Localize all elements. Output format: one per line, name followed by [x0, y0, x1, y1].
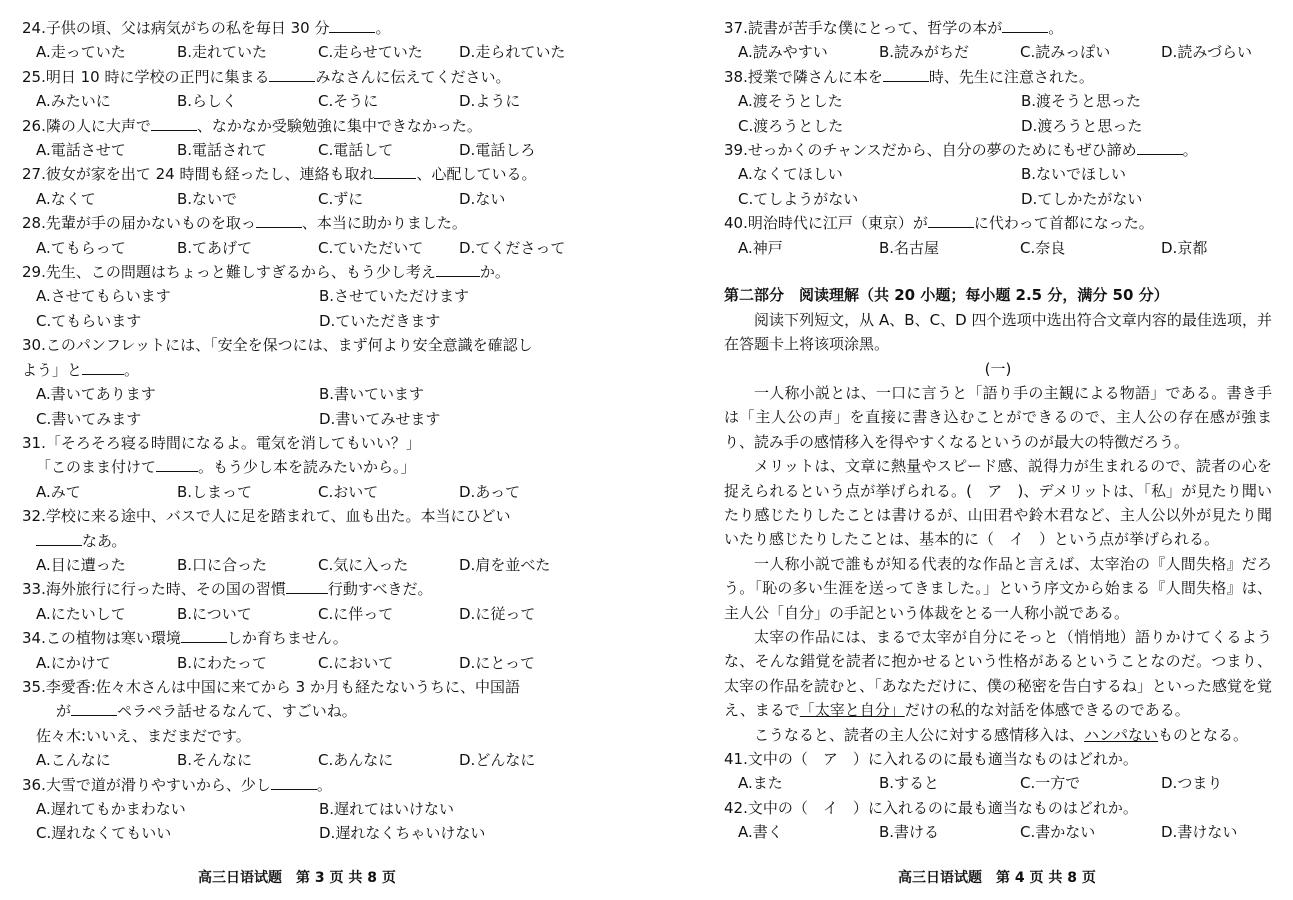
- question-32-line2: なあ。: [22, 529, 582, 553]
- option-c: C.遅れなくてもいい: [36, 824, 172, 843]
- option-d: D.電話しろ: [459, 141, 536, 160]
- option-c: C.電話して: [318, 141, 394, 160]
- answer-blank: [928, 213, 974, 228]
- options-28: [22, 236, 582, 260]
- option-d: D.走られていた: [459, 43, 566, 62]
- option-a: A.みて: [36, 482, 81, 501]
- options-29-row2: [22, 309, 582, 333]
- answer-blank: [329, 18, 375, 33]
- question-35: 35.李愛香:佐々木さんは中国に来てから 3 か月も経たないうちに、中国語: [22, 677, 520, 696]
- answer-blank: [36, 531, 82, 546]
- question-24: 24.子供の頃、父は病気がちの私を毎日 30 分 。: [22, 19, 391, 37]
- answer-blank: [286, 579, 328, 594]
- options-27: [22, 187, 582, 211]
- option-d: D.あって: [459, 482, 521, 501]
- option-c: C.そうに: [318, 92, 379, 111]
- options-42: [724, 820, 1272, 844]
- option-b: B.渡そうと思った: [1021, 92, 1142, 111]
- option-a: A.目に遭った: [36, 555, 126, 574]
- passage-number: (一): [984, 359, 1012, 378]
- option-c: C.において: [318, 653, 394, 672]
- options-40: [724, 236, 1272, 260]
- option-b: B.ないで: [177, 189, 238, 208]
- option-a: A.てもらって: [36, 238, 126, 257]
- option-c: C.一方で: [1020, 774, 1081, 793]
- option-b: B.遅れてはいけない: [319, 800, 455, 818]
- options-26: [22, 138, 582, 162]
- option-a: A.読みやすい: [738, 43, 828, 62]
- options-41: [724, 771, 1272, 795]
- option-a: A.書く: [738, 823, 783, 842]
- question-31-line2: 「このまま付けて 。もう少し本を読みたいから。」: [36, 458, 416, 477]
- options-30: [22, 382, 582, 406]
- option-a: A.なくて: [36, 189, 96, 208]
- question-32: 32.学校に来る途中、バスで人に足を踏まれて、血も出た。本当にひどい: [22, 507, 511, 526]
- answer-blank: [1137, 140, 1183, 155]
- option-b: B.について: [177, 604, 252, 623]
- option-b: B.てあげて: [177, 238, 253, 257]
- option-d: D.遅れなくちゃいけない: [319, 824, 486, 843]
- underlined-phrase: ハンパない: [1084, 725, 1158, 744]
- option-d: D.にとって: [459, 653, 536, 672]
- option-a: A.みたいに: [36, 92, 111, 111]
- question-41: 41.文中の（ ア ）に入れるのに最も適当なものはどれか。: [724, 749, 1138, 768]
- options-24: [22, 40, 582, 64]
- question-27: 27.彼女が家を出て 24 時間も経ったし、連絡も取れ 、心配している。: [22, 165, 537, 184]
- question-25: 25.明日 10 時に学校の正門に集まる みなさんに伝えてください。: [22, 67, 511, 86]
- option-a: A.電話させて: [36, 141, 126, 160]
- question-42: 42.文中の（ イ ）に入れるのに最も適当なものはどれか。: [724, 798, 1138, 817]
- passage-paragraph-1: 一人称小説とは、一口に言うと「語り手の主観による物語」である。書き手は「主人公の声」を直接に書き込むことができるので、主人公の存在感が強まり、読み手の感情移入を得やすくなるというのが最大の特徴だろう。: [724, 383, 1272, 451]
- right-page: [724, 16, 1272, 845]
- option-d: D.ていただきます: [319, 311, 441, 330]
- option-c: C.あんなに: [318, 751, 394, 770]
- option-b: B.電話されて: [177, 141, 268, 160]
- option-d: D.肩を並べた: [459, 555, 551, 574]
- option-a: A.させてもらいます: [36, 287, 171, 306]
- option-d: D.書いてみせます: [319, 409, 441, 428]
- options-30-row2: [22, 407, 582, 431]
- page-footer-right: 高三日语试题 第 4 页 共 8 页: [898, 870, 1096, 886]
- answer-blank: [883, 67, 929, 82]
- options-34: [22, 651, 582, 675]
- question-33: 33.海外旅行に行った時、その国の習慣 行動すべきだ。: [22, 580, 433, 599]
- option-d: D.つまり: [1161, 774, 1223, 793]
- option-a: A.また: [738, 774, 783, 793]
- option-d: D.渡ろうと思った: [1021, 116, 1143, 135]
- answer-blank: [156, 457, 198, 472]
- option-c: C.読みっぽい: [1020, 43, 1111, 62]
- answer-blank: [82, 360, 124, 375]
- option-a: A.渡そうとした: [738, 92, 843, 111]
- option-c: C.気に入った: [318, 555, 409, 574]
- answer-blank: [269, 67, 315, 82]
- question-35-line3: 佐々木:いいえ、まだまだです。: [36, 726, 251, 745]
- option-b: B.名古屋: [879, 238, 940, 257]
- options-38-row2: [724, 114, 1272, 138]
- answer-blank: [151, 116, 197, 131]
- option-c: C.てもらいます: [36, 311, 142, 330]
- question-26: 26.隣の人に大声で 、なかなか受験勉強に集中できなかった。: [22, 116, 482, 135]
- option-c: C.走らせていた: [318, 43, 423, 62]
- section-title: 第二部分 阅读理解（共 20 小题；每小题 2.5 分，满分 50 分）: [724, 286, 1169, 305]
- option-b: B.そんなに: [177, 751, 253, 770]
- option-b: B.すると: [879, 774, 940, 793]
- option-a: A.にたいして: [36, 604, 126, 623]
- options-32: [22, 553, 582, 577]
- question-29: 29.先生、この問題はちょっと難しすぎるから、もう少し考え か。: [22, 263, 510, 282]
- options-33: [22, 602, 582, 626]
- question-38: 38.授業で隣さんに本を 時、先生に注意された。: [724, 67, 1094, 86]
- section-instruction: 阅读下列短文，从 A、B、C、D 四个选项中选出符合文章内容的最佳选项，并在答题卡上将该项涂黑。: [724, 311, 1272, 354]
- option-a: A.書いてあります: [36, 385, 156, 404]
- option-a: A.神戸: [738, 238, 783, 257]
- options-31: [22, 480, 582, 504]
- left-page: [22, 16, 582, 846]
- question-35-line2: が ペラペラ話せるなんて、すごいね。: [56, 702, 357, 721]
- answer-blank: [71, 701, 117, 716]
- options-37: [724, 40, 1272, 64]
- question-37: 37.読書が苦手な僕にとって、哲学の本が 。: [724, 19, 1064, 37]
- options-25: [22, 89, 582, 113]
- passage-paragraph-4: 太宰の作品には、まるで太宰が自分にそっと（悄悄地）語りかけてくるような、そんな錯覚を読者に抱かせるという性格があるということなのだ。つまり、太宰の作品を読むと、「あなただけに、僕の秘密を告白するね」といった感覚を覚え、まるで「太宰と自分」だけの私的な対話を体感できるのである。: [724, 627, 1272, 720]
- options-39-row2: [724, 187, 1272, 211]
- option-d: D.京都: [1161, 238, 1208, 257]
- underlined-phrase: 「太宰と自分」: [799, 701, 905, 720]
- options-38: [724, 89, 1272, 113]
- option-d: D.どんなに: [459, 751, 536, 770]
- question-30-line2: よう」と 。: [22, 360, 140, 379]
- option-d: D.ように: [459, 92, 521, 111]
- answer-blank: [374, 164, 416, 179]
- options-29: [22, 284, 582, 308]
- option-b: B.にわたって: [177, 653, 268, 672]
- answer-blank: [436, 262, 480, 277]
- question-36: 36.大雪で道が滑りやすいから、少し 。: [22, 775, 332, 794]
- option-c: C.に伴って: [318, 604, 394, 623]
- option-b: B.口に合った: [177, 555, 268, 574]
- option-c: C.おいて: [318, 482, 379, 501]
- passage-paragraph-2: メリットは、文章に熱量やスピード感、説得力が生まれるので、読者の心を捉えられるという点が挙げられる。( ア )、デメリットは、「私」が見たり聞いたり感じたりしたことは書けるが、山田君や鈴木君など、主人公以外が見たり聞いたり感じたりしたことは、基本的に（ イ ）という点が挙げられる。: [724, 457, 1272, 549]
- question-31: 31.「そろそろ寝る時間になるよ。電気を消してもいい？」: [22, 433, 421, 452]
- answer-blank: [271, 775, 317, 790]
- option-c: C.渡ろうとした: [738, 116, 844, 135]
- option-d: D.ない: [459, 189, 506, 208]
- option-c: C.てしようがない: [738, 189, 859, 208]
- option-b: B.書ける: [879, 823, 940, 842]
- question-34: 34.この植物は寒い環境 しか育ちません。: [22, 629, 348, 648]
- option-d: D.てしかたがない: [1021, 189, 1143, 208]
- passage-paragraph-3: 一人称小説で誰もが知る代表的な作品と言えば、太宰治の『人間失格』だろう。「恥の多い生涯を送ってきました。」という序文から始まる『人間失格』は、主人公「自分」の手記という体裁をとる一人称小説である。: [724, 554, 1272, 622]
- options-36: [22, 797, 582, 821]
- option-b: B.ないでほしい: [1021, 165, 1127, 184]
- answer-blank: [181, 628, 227, 643]
- option-d: D.書けない: [1161, 823, 1238, 842]
- option-c: C.ずに: [318, 189, 364, 208]
- option-c: C.書いてみます: [36, 409, 142, 428]
- passage-paragraph-5: こうなると、読者の主人公に対する感情移入は、ハンパないものとなる。: [754, 725, 1248, 744]
- answer-blank: [256, 213, 302, 228]
- option-a: A.にかけて: [36, 653, 111, 672]
- option-b: B.読みがちだ: [879, 43, 970, 62]
- option-b: B.しまって: [177, 482, 253, 501]
- options-35: [22, 748, 582, 772]
- option-b: B.らしく: [177, 92, 238, 111]
- option-d: D.読みづらい: [1161, 43, 1253, 62]
- question-39: 39.せっかくのチャンスだから、自分の夢のためにもぜひ諦め 。: [724, 141, 1198, 160]
- question-30: 30.このパンフレットには、「安全を保つには、まず何より安全意識を確認し: [22, 336, 533, 355]
- option-a: A.遅れてもかまわない: [36, 800, 186, 818]
- option-a: A.なくてほしい: [738, 165, 843, 184]
- options-39: [724, 162, 1272, 186]
- option-a: A.こんなに: [36, 751, 111, 770]
- option-c: C.奈良: [1020, 238, 1066, 257]
- answer-blank: [1002, 18, 1048, 33]
- option-a: A.走っていた: [36, 43, 126, 62]
- option-c: C.ていただいて: [318, 238, 424, 257]
- question-28: 28.先輩が手の届かないものを取っ 、本当に助かりました。: [22, 214, 467, 233]
- question-40: 40.明治時代に江戸（東京）が に代わって首都になった。: [724, 214, 1154, 233]
- options-36-row2: [22, 821, 582, 845]
- option-b: B.書いています: [319, 385, 425, 404]
- option-d: D.てくださって: [459, 238, 566, 257]
- page-footer-left: 高三日语试题 第 3 页 共 8 页: [198, 870, 396, 886]
- option-b: B.走れていた: [177, 43, 268, 62]
- option-b: B.させていただけます: [319, 287, 470, 306]
- option-c: C.書かない: [1020, 823, 1096, 842]
- option-d: D.に従って: [459, 604, 536, 623]
